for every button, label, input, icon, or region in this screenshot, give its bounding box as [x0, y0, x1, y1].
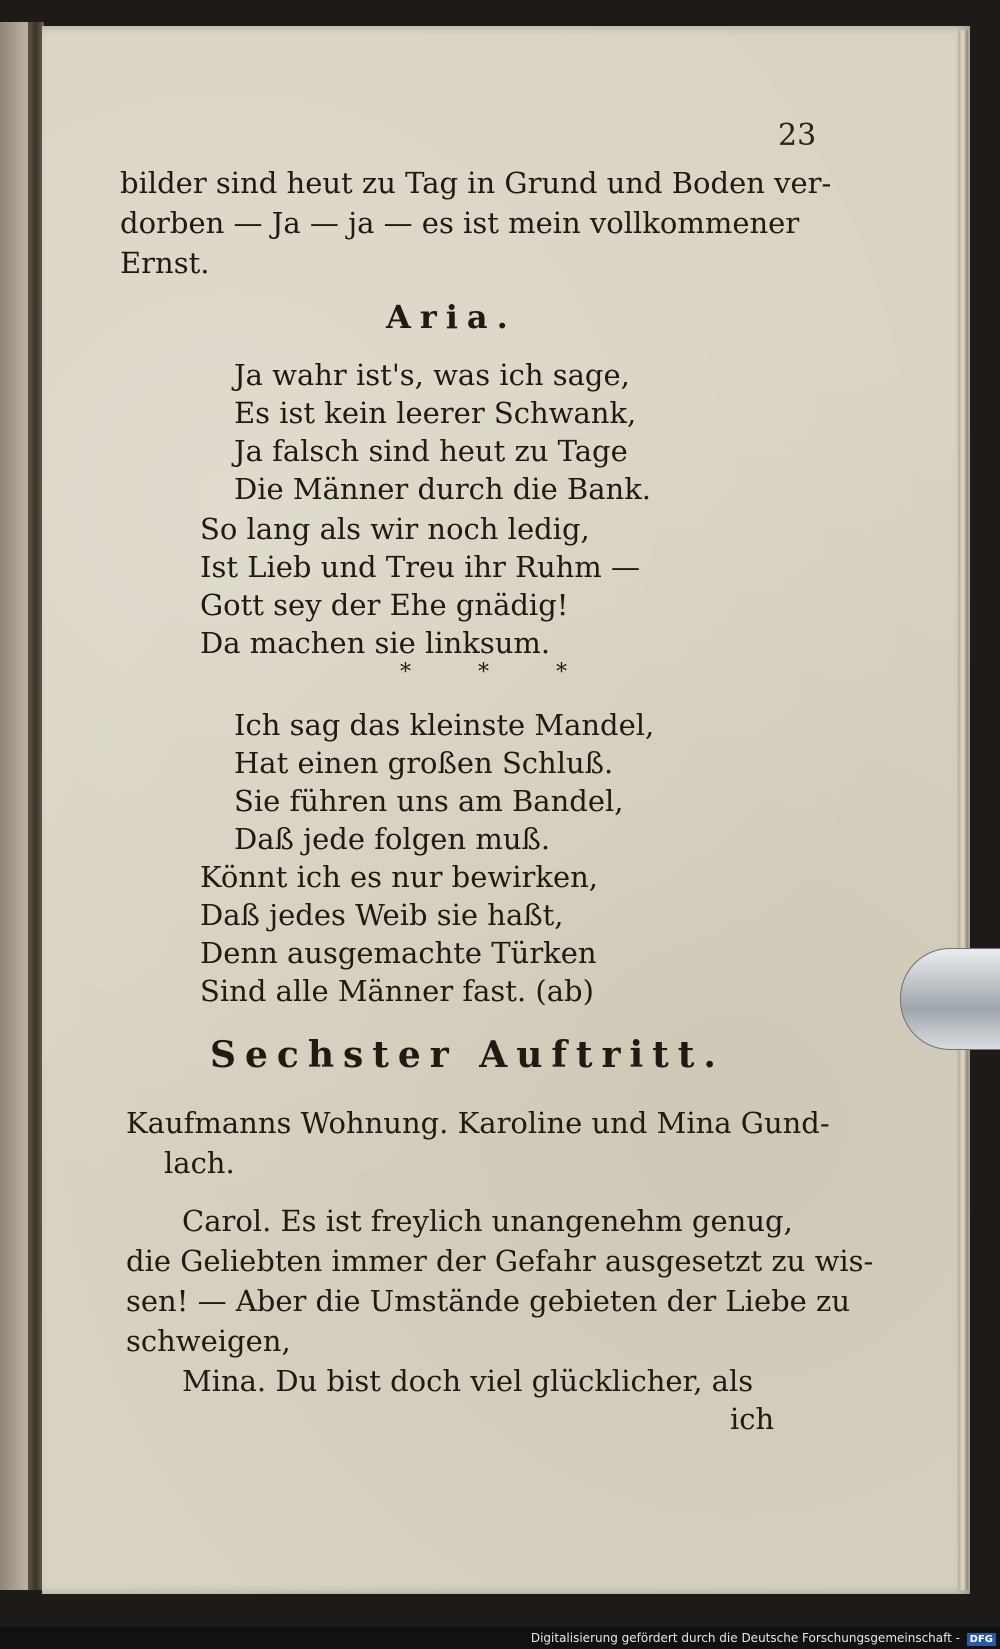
dialogue-line: die Geliebten immer der Gefahr ausgesetzt zu wis- [126, 1244, 874, 1278]
verse-line: Daß jede folgen muß. [234, 822, 551, 856]
stanza-separator: * * * [400, 660, 597, 685]
dialogue-line: sen! — Aber die Umstände gebieten der Liebe zu [126, 1284, 851, 1318]
page-edge [958, 30, 968, 1590]
intro-line: bilder sind heut zu Tag in Grund und Boden ver- [120, 166, 832, 200]
verse-line: Ja wahr ist's, was ich sage, [234, 358, 630, 392]
footer-bar [0, 1627, 1000, 1649]
scene-description: Kaufmanns Wohnung. Karoline und Mina Gund- [126, 1106, 830, 1140]
book-page [42, 26, 970, 1594]
verse-line: Ist Lieb und Treu ihr Ruhm — [200, 550, 641, 584]
verse-line: Könnt ich es nur bewirken, [200, 860, 598, 894]
verse-line: Hat einen großen Schluß. [234, 746, 614, 780]
verse-line: Es ist kein leerer Schwank, [234, 396, 637, 430]
verse-line: Ja falsch sind heut zu Tage [234, 434, 628, 468]
aria-title: Aria. [386, 298, 517, 336]
dialogue-line: Mina. Du bist doch viel glücklicher, als [182, 1364, 754, 1398]
verse-line: Da machen sie linksum. [200, 626, 551, 660]
verse-line: Denn ausgemachte Türken [200, 936, 597, 970]
intro-line: dorben — Ja — ja — es ist mein vollkommener [120, 206, 800, 240]
verse-line: Sind alle Männer fast. (ab) [200, 974, 594, 1008]
scene-heading: Sechster Auftritt. [210, 1034, 725, 1076]
dialogue-line: schweigen, [126, 1324, 291, 1358]
verse-line: So lang als wir noch ledig, [200, 512, 590, 546]
scene-description: lach. [164, 1146, 235, 1180]
verse-line: Gott sey der Ehe gnädig! [200, 588, 569, 622]
dialogue-line: Carol. Es ist freylich unangenehm genug, [182, 1204, 793, 1238]
page-number: 23 [778, 118, 817, 153]
intro-line: Ernst. [120, 246, 210, 280]
catchword: ich [730, 1402, 775, 1436]
verse-line: Daß jedes Weib sie haßt, [200, 898, 564, 932]
footer-credit: Digitalisierung gefördert durch die Deutsche Forschungsgemeinschaft - [530, 1631, 960, 1645]
verse-line: Sie führen uns am Bandel, [234, 784, 624, 818]
verse-line: Ich sag das kleinste Mandel, [234, 708, 655, 742]
verse-line: Die Männer durch die Bank. [234, 472, 652, 506]
page-clip [900, 948, 1000, 1050]
dfg-badge: DFG [967, 1633, 996, 1646]
